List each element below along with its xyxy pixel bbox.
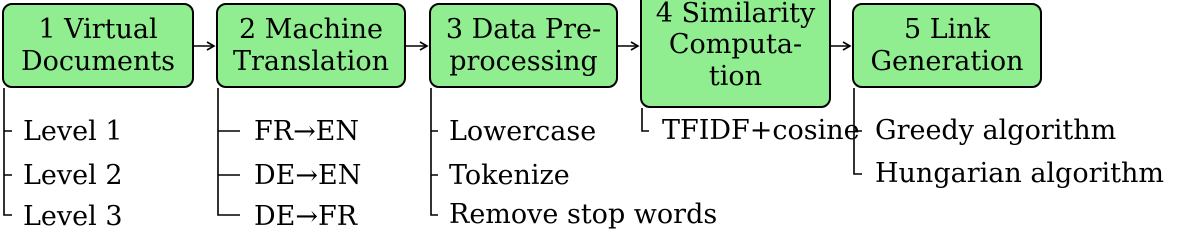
- step-1-item: Level 2: [23, 160, 123, 191]
- branch-step-4: [642, 108, 649, 131]
- step-2-box: 2 Machine Translation: [216, 3, 406, 88]
- step-4-item: TFIDF+cosine: [662, 115, 860, 146]
- step-1-box: 1 Virtual Documents: [2, 3, 194, 88]
- step-4-box: 4 Similarity Computa- tion: [640, 0, 831, 108]
- step-5-box: 5 Link Generation: [852, 3, 1042, 88]
- branch-step-3: [431, 88, 438, 215]
- step-2-item: FR→EN: [254, 116, 360, 147]
- step-1-item: Level 1: [23, 116, 123, 147]
- step-3-item: Remove stop words: [449, 199, 718, 230]
- step-5-item: Greedy algorithm: [875, 115, 1117, 146]
- step-5-item: Hungarian algorithm: [875, 158, 1164, 189]
- step-1-item: Level 3: [23, 201, 123, 232]
- step-3-item: Lowercase: [449, 116, 597, 147]
- step-3-box: 3 Data Pre- processing: [429, 3, 618, 88]
- step-2-item: DE→FR: [254, 201, 358, 232]
- step-3-item: Tokenize: [449, 160, 570, 191]
- step-2-item: DE→EN: [254, 160, 362, 191]
- branch-step-1: [4, 88, 12, 215]
- branch-step-2: [218, 88, 240, 215]
